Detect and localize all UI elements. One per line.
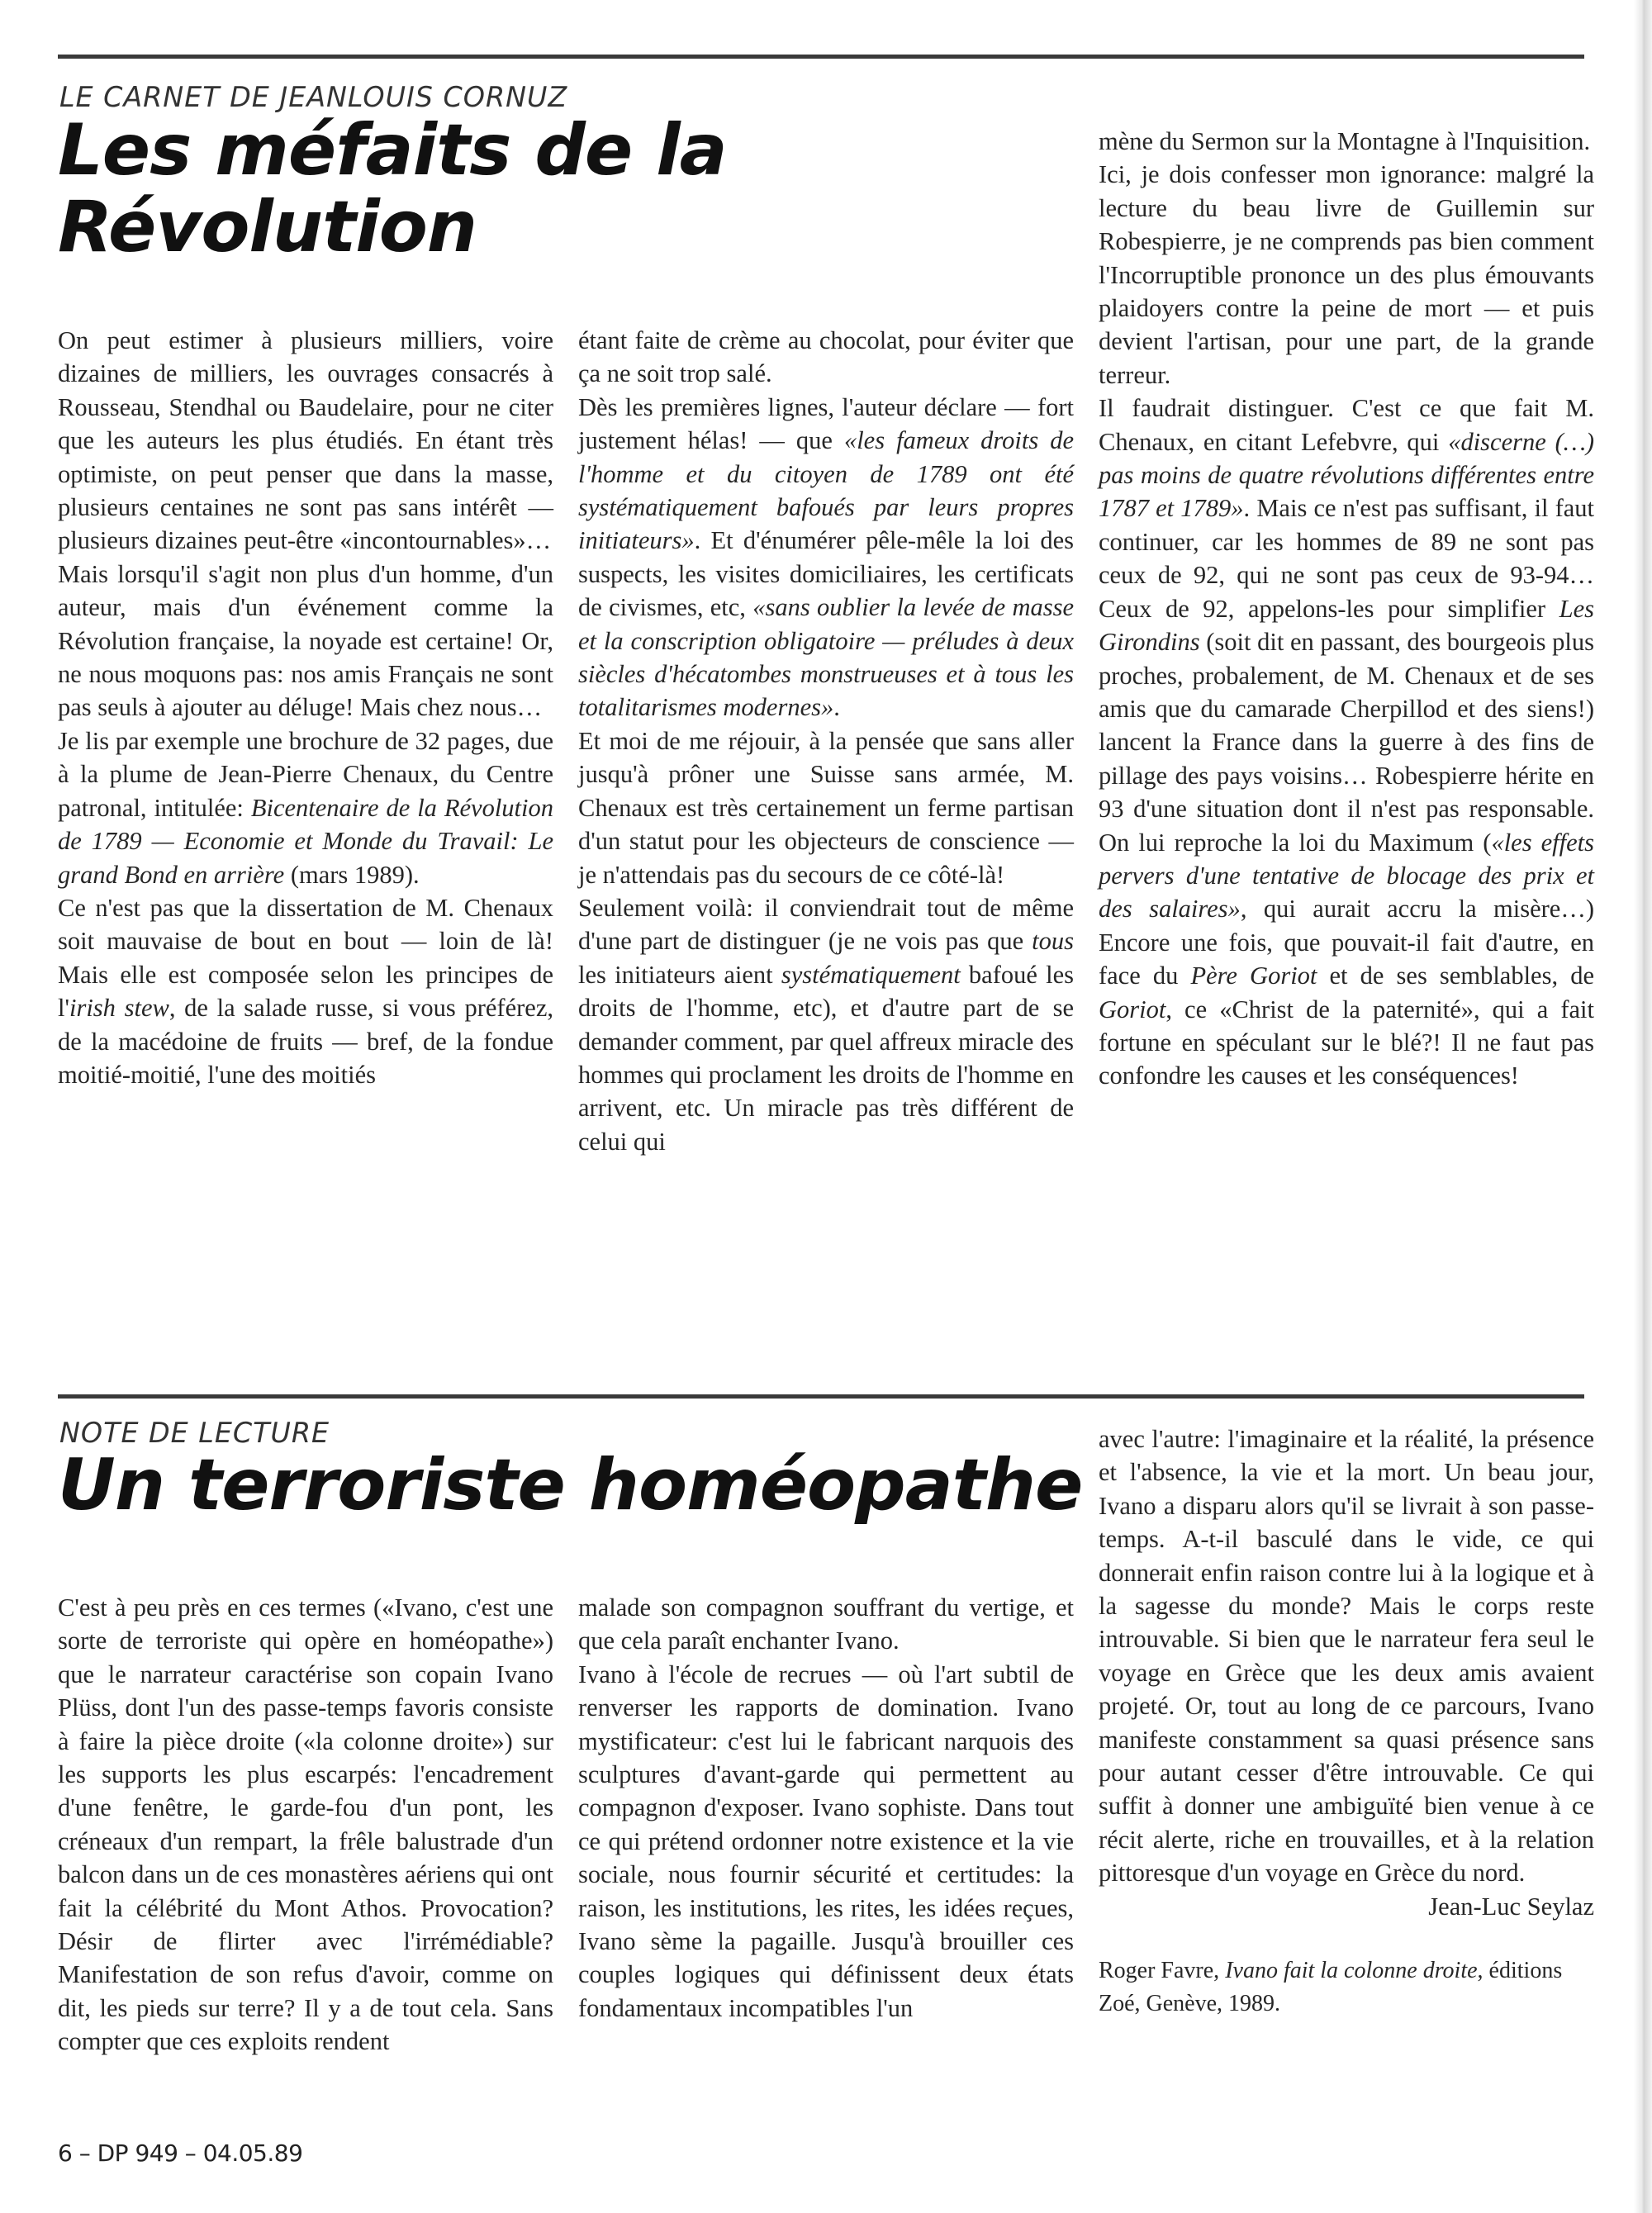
italic-run: tous xyxy=(1032,927,1074,956)
text-run: et de ses semblables, de xyxy=(1317,962,1594,990)
paragraph xyxy=(58,891,553,1091)
top-rule xyxy=(58,55,1584,59)
text-run: . xyxy=(833,693,840,722)
text-run: bafoué les droits de l'homme, etc), et d'autre part de se demander comment, par quel affreux miracle des hommes qui proclament les droits de l'homme en arrivent, etc. Un miracle pas très différent de celui qui xyxy=(578,960,1074,1156)
text-run: avec l'autre: l'imaginaire et la réalité, la présence et l'absence, la vie et la mort. Un beau jour, Ivano a disparu alors qu'il se livrait à son passe-temps. A-t-il basculé dans le vide, ce qui donnerait enfin raison contre lui à la logique et à la sagesse du monde? Mais le corps reste introuvable. Si bien que le narrateur fera seul le voyage en Grèce que les deux amis avaient projeté. Or, tout au long de ce parcours, Ivano manifeste constamment sa quasi présence sans pour autant cesser d'être introuvable. Ce qui suffit à donner une ambiguïté bien venue à ce récit alerte, riche en trouvailles, et à la relation pittoresque d'un voyage en Grèce du nord. xyxy=(1099,1425,1594,1888)
paragraph xyxy=(578,391,1074,724)
article1-title-line1: Les méfaits de la xyxy=(58,109,727,192)
text-run: C'est à peu près en ces termes («Ivano, c'est une sorte de terroriste qui opère en homéopathe») que le narrateur caractérise son copain Ivano Plüss, dont l'un des passe-temps favoris consiste à faire la pièce droite («la colonne droite») sur les supports les plus escarpés: l'encadrement d'une fenêtre, le garde-fou d'un pont, les créneaux d'un rempart, la frêle balustrade d'un balcon dans un de ces monastères aériens qui ont fait la célébrité du Mont Athos. Provocation? Désir de flirter avec l'irrémédiable? Manifestation de son refus d'avoir, comme on dit, les pieds sur terre? Il y a de tout cela. Sans compter que ces exploits rendent xyxy=(58,1593,553,2056)
text-run: Ivano à l'école de recrues — où l'art subtil de renverser les rapports de domination. Ivano mystificateur: c'est lui le fabricant narquois des sculptures d'avant-garde qui permettent au compagnon d'exposer. Ivano sophiste. Dans tout ce qui prétend ordonner notre existence et la vie sociale, nous fournir sécurité et certitudes: la raison, les institutions, les rites, les idées reçues, Ivano sème la pagaille. Jusqu'à brouiller ces couples logiques qui définissent deux états fondamentaux incompatibles l'un xyxy=(578,1660,1074,2022)
article1-title xyxy=(58,109,727,268)
paragraph xyxy=(578,1658,1074,2025)
paragraph xyxy=(58,724,553,891)
italic-run: «les fameux droits de l'homme et du citoyen de 1789 ont été systématiquement bafoués par leurs propres initiateurs» xyxy=(578,426,1074,555)
text-run: Ici, je dois confesser mon ignorance: malgré la lecture du beau livre de Guillemin sur Robespierre, je ne comprends pas bien comment l'Incorruptible prononce un des plus émouvants plaidoyers contre la peine de mort — et puis devient l'artisan, pour une part, de la grande terreur. xyxy=(1099,160,1594,389)
article2-column-3 xyxy=(1099,1422,1594,2021)
paragraph xyxy=(1099,125,1594,158)
text-run: Je lis par exemple une brochure de 32 pages, due à la plume de Jean-Pierre Chenaux, du Centre patronal, intitulée: xyxy=(58,726,553,822)
text-run: , ce «Christ de la paternité», qui a fait fortune en spéculant sur le blé?! Il ne faut pas confondre les causes et les conséquences! xyxy=(1099,995,1594,1090)
italic-run: Ivano fait la colonne droite xyxy=(1225,1958,1478,1984)
paragraph xyxy=(1099,158,1594,392)
text-run: Roger Favre, xyxy=(1099,1958,1226,1984)
article2-kicker: NOTE DE LECTURE xyxy=(59,1417,330,1450)
paragraph xyxy=(578,891,1074,1158)
author-signature: Jean-Luc Seylaz xyxy=(1428,1892,1594,1921)
text-run: étant faite de crème au chocolat, pour éviter que ça ne soit trop salé. xyxy=(578,326,1074,388)
page-folio: 6 – DP 949 – 04.05.89 xyxy=(58,2139,303,2167)
text-run: malade son compagnon souffrant du vertige, et que cela paraît enchanter Ivano. xyxy=(578,1593,1074,1655)
paragraph xyxy=(58,1591,553,2059)
paragraph xyxy=(1099,392,1594,1093)
text-run: . Mais ce n'est pas suffisant, il faut continuer, car les hommes de 89 ne sont pas ceux de 92, qui ne sont pas ceux de 93-94… Ceux de 92, appelons-les pour simplifier xyxy=(1099,494,1594,623)
italic-run: Père Goriot xyxy=(1190,962,1317,990)
text-run: , de la salade russe, si vous préférez, de la macédoine de fruits — bref, de la fondue moitié-moitié, l'une des moitiés xyxy=(58,994,553,1089)
article1-column-2 xyxy=(578,324,1074,1158)
article2-title: Un terroriste homéopathe xyxy=(58,1444,1083,1527)
text-run: les initiateurs aient xyxy=(578,960,781,989)
italic-run: «sans oublier la levée de masse et la conscription obligatoire — préludes à deux siècles d'hécatombes monstrueuses et à tous les totalitarismes modernes» xyxy=(578,593,1074,722)
italic-run: «les effets pervers d'une tentative de blocage des prix et des salaires» xyxy=(1099,828,1595,924)
article2-column-2 xyxy=(578,1591,1074,2025)
italic-run: irish stew xyxy=(69,994,169,1023)
text-run: , qui aurait accru la misère…) Encore une fois, que pouvait-il fait d'autre, en face du xyxy=(1099,895,1595,990)
italic-run: Bicentenaire de la Révolution de 1789 — Economie et Monde du Travail: Le grand Bond en arrière xyxy=(58,793,553,889)
section-rule xyxy=(58,1394,1584,1399)
text-run: Et moi de me réjouir, à la pensée que sans aller jusqu'à prôner une Suisse sans armée, M. Chenaux est très certainement un ferme partisan d'un statut pour les objecteurs de conscience — je n'attendais pas du secours de ce côté-là! xyxy=(578,726,1074,889)
article1-kicker: LE CARNET DE JEANLOUIS CORNUZ xyxy=(59,81,568,114)
text-run: , éditions Zoé, Genève, 1989. xyxy=(1099,1958,1563,2017)
text-run: (mars 1989). xyxy=(284,860,420,889)
italic-run: «discerne (…) pas moins de quatre révolutions différentes entre 1787 et 1789» xyxy=(1099,427,1595,523)
italic-run: systématiquement xyxy=(781,960,961,989)
text-run: Mais lorsqu'il s'agit non plus d'un homme, d'un auteur, mais d'un événement comme la Révolution française, la noyade est certaine! Or, ne nous moquons pas: nos amis Français ne sont pas seuls à ajouter au déluge! Mais chez nous… xyxy=(58,559,553,722)
paragraph xyxy=(1099,1422,1594,1890)
article1-title-line2: Révolution xyxy=(58,185,477,268)
paragraph xyxy=(578,324,1074,391)
text-run: Ce n'est pas que la dissertation de M. Chenaux soit mauvaise de bout en bout — loin de là! Mais elle est composée selon les principes de l' xyxy=(58,893,553,1023)
paragraph xyxy=(578,724,1074,891)
article1-column-1 xyxy=(58,324,553,1091)
text-run: mène du Sermon sur la Montagne à l'Inquisition. xyxy=(1099,127,1591,155)
paragraph xyxy=(58,558,553,724)
text-run: Seulement voilà: il conviendrait tout de même d'une part de distinguer (je ne vois pas que xyxy=(578,893,1074,956)
paragraph xyxy=(578,1591,1074,1658)
article1-column-3 xyxy=(1099,125,1594,1093)
italic-run: Goriot xyxy=(1099,995,1166,1023)
italic-run: Les Girondins xyxy=(1099,594,1594,657)
text-run: Dès les premières lignes, l'auteur déclare — fort justement hélas! — que xyxy=(578,392,1074,455)
text-run: Il faudrait distinguer. C'est ce que fait M. Chenaux, en citant Lefebvre, qui xyxy=(1099,394,1594,456)
article2-column-1 xyxy=(58,1591,553,2059)
paragraph xyxy=(58,324,553,558)
text-run: On peut estimer à plusieurs milliers, voire dizaines de milliers, les ouvrages consacrés à Rousseau, Stendhal ou Baudelaire, pour ne citer que les auteurs les plus étudiés. En étant très optimiste, on peut penser que dans la masse, plusieurs centaines ne sont pas sans intérêt — plusieurs dizaines peut-être «incontournables»… xyxy=(58,326,553,555)
book-reference xyxy=(1099,1954,1594,2021)
text-run: (soit dit en passant, des bourgeois plus proches, probalement, de M. Chenaux et de ses amis que du camarade Cherpillod et des siens!) lancent la France dans la guerre à des fins de pillage des pays voisins… Robespierre hérite en 93 d'une situation dont il n'est pas responsable. On lui reproche la loi du Maximum ( xyxy=(1099,628,1594,857)
text-run: . Et d'énumérer pêle-mêle la loi des suspects, les visites domiciliaires, les certificats de civismes, etc, xyxy=(578,526,1074,622)
page-edge-shadow xyxy=(1634,0,1652,2213)
